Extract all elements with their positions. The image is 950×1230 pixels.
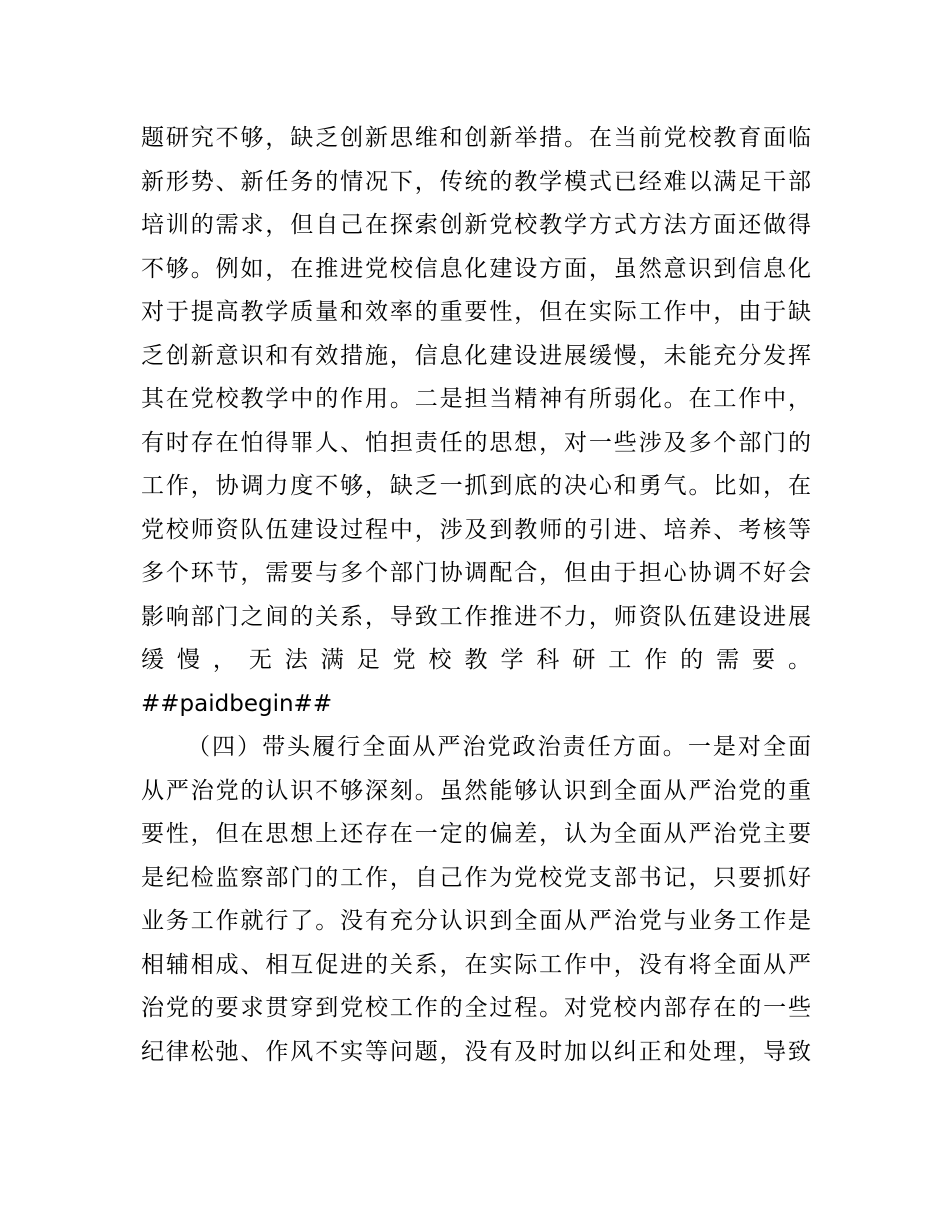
text-line: 纪律松弛、作风不实等问题，没有及时加以纠正和处理，导致 [141,1038,811,1065]
text-line: 党校师资队伍建设过程中，涉及到教师的引进、培养、考核等 [141,516,811,543]
text-line: 相辅相成、相互促进的关系，在实际工作中，没有将全面从严 [141,951,811,978]
paid-marker: ##paidbegin## [141,690,333,717]
text-line: 对于提高教学质量和效率的重要性，但在实际工作中，由于缺 [141,299,811,325]
text-line: 治党的要求贯穿到党校工作的全过程。对党校内部存在的一些 [141,995,811,1021]
text-line: 多个环节，需要与多个部门协调配合，但由于担心协调不好会 [141,560,811,586]
text-line: 工作，协调力度不够，缺乏一抓到底的决心和勇气。比如，在 [141,473,811,499]
text-line: 培训的需求，但自己在探索创新党校教学方式方法方面还做得 [141,212,811,238]
text-line: 是纪检监察部门的工作，自己作为党校党支部书记，只要抓好 [141,864,811,891]
text-line: 乏创新意识和有效措施，信息化建设进展缓慢，未能充分发挥 [141,342,811,369]
text-line: 题研究不够，缺乏创新思维和创新举措。在当前党校教育面临 [141,125,811,151]
text-line: 要性，但在思想上还存在一定的偏差，认为全面从严治党主要 [141,821,811,847]
text-line: 从严治党的认识不够深刻。虽然能够认识到全面从严治党的重 [141,777,811,804]
document-body [141,117,811,1074]
text-line: 其在党校教学中的作用。二是担当精神有所弱化。在工作中， [141,386,811,412]
text-line: 有时存在怕得罪人、怕担责任的思想，对一些涉及多个部门的 [141,429,811,456]
text-line: 新形势、新任务的情况下，传统的教学模式已经难以满足干部 [141,168,811,195]
section-heading-line: （四）带头履行全面从严治党政治责任方面。一是对全面 [187,734,811,760]
text-line: 缓慢，无法满足党校教学科研工作的需要。 [141,647,811,673]
text-line: 业务工作就行了。没有充分认识到全面从严治党与业务工作是 [141,908,811,934]
text-line: 影响部门之间的关系，导致工作推进不力，师资队伍建设进展 [141,603,811,630]
text-line: 不够。例如，在推进党校信息化建设方面，虽然意识到信息化 [141,255,811,282]
